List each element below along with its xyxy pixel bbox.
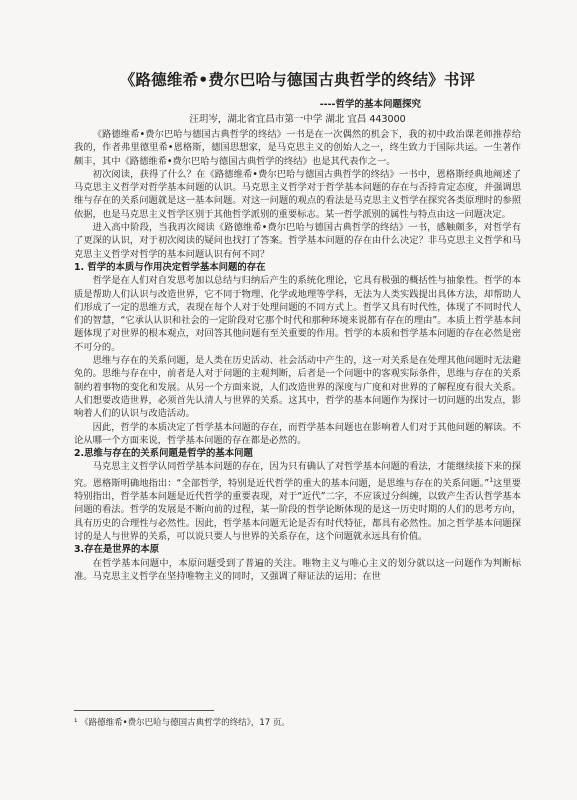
section-2-heading: 2.思维与存在的关系问题是哲学的基本问题 <box>74 448 253 460</box>
intro-paragraph-3: 进入高中阶段，当我再次阅读《路德维希•费尔巴哈与德国古典哲学的终结》一书，感触颇多，对哲学有了更深的认识，对于初次阅读的疑问也找打了答案。哲学基本问题的存在由什么决定？非马克思主义哲学和马克思主义哲学对哲学的基本问题认识有何不同？ <box>74 222 521 260</box>
section-2-text-before: 马克思主义哲学认同哲学基本问题的存在，因为只有确认了对哲学基本问题的看法，才能继续接下来的探究。恩格斯明确地指出：“全部哲学，特别是近代哲学的重大的基本问题，是思维与存在的关系问题。” <box>74 461 521 489</box>
document-title: 《路德维希•费尔巴哈与德国古典哲学的终结》书评 <box>119 71 476 89</box>
section-1-heading: 1. 哲学的本质与作用决定哲学基本问题的存在 <box>74 261 266 273</box>
section-2-paragraph-1 <box>74 460 521 543</box>
section-1-paragraph-1: 哲学是在人们对自发思考加以总结与归纳后产生的系统化理论，它具有极强的概括性与抽象性。哲学的本质是帮助人们认识与改造世界，它不同于物理、化学或地理等学科，无法为人类实践提出具体方法，却帮助人们形成了一定的思维方式，表现在每个人对于处理问题的不同方式上。哲学又具有时代性，体现了不同时代人们的智慧，“它承认认识和社会的一定阶段对它那个时代和那种环境来说都有存在的理由”。本质上哲学基本问题体现了对世界的根本观点，对回答其他问题有至关重要的作用。哲学的本质和哲学基本问题的存在必然是密不可分的。 <box>74 275 521 353</box>
footnote-marker: 1 <box>489 476 494 484</box>
intro-paragraph-2: 初次阅读，获得了什么？在《路德维希•费尔巴哈与德国古典哲学的终结》一书中，恩格斯经典地阐述了马克思主义哲学对哲学基本问题的认识。马克思主义哲学对于哲学基本问题的存在与否持肯定态度，并强调思维与存在的关系问题就是这一基本问题。对这一问题的观点的看法是马克思主义哲学在探究各类原理时的参照依据，也是马克思主义哲学区别于其他哲学派别的重要标志。某一哲学派别的属性与特点由这一问题决定。 <box>74 168 521 220</box>
document-subtitle: ----哲学的基本问题探究 <box>319 99 421 110</box>
section-1-paragraph-3: 因此，哲学的本质决定了哲学基本问题的存在，而哲学基本问题也在影响着人们对于其他问题的解读。不论从哪一个方面来说，哲学基本问题的存在都是必然的。 <box>74 421 521 446</box>
section-1-paragraph-2: 思维与存在的关系问题，是人类在历史活动、社会活动中产生的，这一对关系是在处理其他问题时无法避免的。思维与存在中，前者是人对于问题的主观判断，后者是一个问题中的客观实际条件，思维与存在的关系制约着事物的变化和发展。从另一个方面来说，人们改造世界的深度与广度和对世界的了解程度有很大关系。人们想要改造世界，必须首先认清人与世界的关系。这其中，哲学的基本问题作为探讨一切问题的出发点，影响着人们的认识与改造活动。 <box>74 355 521 420</box>
section-2-text-after: 这里要特别指出，哲学基本问题是近代哲学的重要表现，对于“近代”二字，不应该过分纠缠，以致产生否认哲学基本问题的看法。哲学的发展是不断向前的过程，某一阶段的哲学论断体现的是这一历史时期的人们的思考方向，具有历史的合理性与必然性。因此，哲学基本问题无论是否有时代特征，都具有必然性。加之哲学基本问题探讨的是人与世界的关系，可以说只要人与世界的关系存在，这个问题就永远具有价值。 <box>74 477 521 542</box>
intro-paragraph-1: 《路德维希•费尔巴哈与德国古典哲学的终结》一书是在一次偶然的机会下，我的初中政治课老师推荐给我的，作者弗里德里希•恩格斯，德国思想家，是马克思主义的创始人之一，终生致力于国际共运。一生著作颇丰，其中《路德维希•费尔巴哈与德国古典哲学的终结》也是其代表作之一。 <box>74 129 521 167</box>
section-3-heading: 3.存在是世界的本原 <box>74 544 160 556</box>
author-line: 汪玥岑，湖北省宜昌市第一中学 湖北 宜昌 443000 <box>189 114 406 125</box>
footnote-divider <box>74 710 214 715</box>
section-3-paragraph: 在哲学基本问题中，本原问题受到了普遍的关注。唯物主义与唯心主义的划分就以这一问题作为判断标准。马克思主义哲学在坚持唯物主义的同时，又强调了辩证法的运用；在世 <box>74 557 521 582</box>
footnote-text: ¹ 《路德维希•费尔巴哈与德国古典哲学的终结》，17 页。 <box>74 718 290 728</box>
